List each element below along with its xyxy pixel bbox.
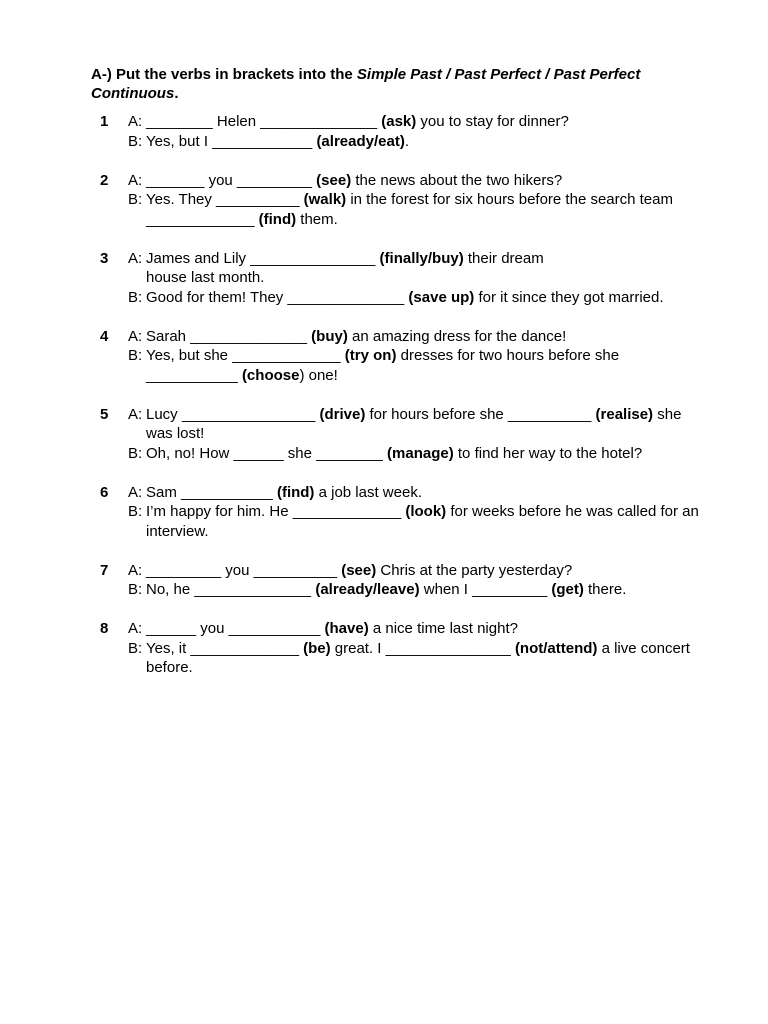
heading-tenses: Simple Past / Past Perfect / Past Perfect Continuous — [91, 66, 641, 102]
exercise-item — [0, 619, 768, 678]
verb-prompt: (see) — [341, 561, 377, 579]
item-number: 4 — [100, 327, 109, 345]
speaker-label: A: — [128, 113, 143, 130]
sentence-text: for hours before she __________ — [365, 405, 596, 423]
sentence-text: ________ Helen ______________ — [146, 113, 382, 130]
speaker-label: B: — [128, 347, 143, 364]
sentence-text: No, he ______________ — [146, 581, 316, 598]
sentence-text: James and Lily _______________ — [146, 249, 380, 267]
speaker-label: B: — [128, 191, 143, 208]
item-number: 1 — [100, 113, 109, 130]
sentence-text: Yes, but she _____________ — [146, 347, 345, 364]
exercise-item — [0, 327, 768, 386]
speaker-label: B: — [128, 581, 143, 598]
item-number: 8 — [100, 620, 109, 637]
speaker-label: B: — [128, 503, 143, 520]
sentence-text: to find her way to the hotel? — [453, 444, 643, 462]
dialogue-line — [0, 502, 706, 541]
verb-prompt: (manage) — [387, 444, 454, 462]
item-number: 7 — [100, 561, 109, 579]
verb-prompt: (find) — [258, 210, 297, 228]
sentence-text: you to stay for dinner? — [416, 113, 569, 130]
sentence-text: their dream house last month. — [146, 249, 544, 286]
sentence-text: a job last week. — [314, 483, 422, 501]
sentence-text: Sarah ______________ — [146, 327, 312, 345]
sentence-text: in the forest for six hours before the search team _____________ — [146, 191, 673, 228]
sentence-text: for it since they got married. — [474, 288, 664, 306]
sentence-text: Lucy ________________ — [146, 405, 320, 423]
dialogue-line — [0, 171, 706, 191]
dialogue-line — [0, 639, 706, 678]
verb-prompt: (already/eat) — [316, 132, 405, 150]
sentence-text: she was lost! — [146, 405, 682, 442]
verb-prompt: (have) — [324, 620, 369, 637]
verb-prompt: (already/leave) — [315, 581, 420, 598]
sentence-text: . — [404, 132, 409, 150]
dialogue-line — [0, 405, 706, 444]
sentence-text: _______ you _________ — [146, 171, 317, 189]
verb-prompt: (realise) — [595, 405, 654, 423]
dialogue-line — [0, 619, 706, 639]
speaker-label: A: — [128, 620, 143, 637]
sentence-text: there. — [583, 581, 627, 598]
dialogue-line — [0, 561, 706, 581]
verb-prompt: (get) — [551, 581, 584, 598]
item-number: 3 — [100, 249, 109, 267]
sentence-text: them. — [296, 210, 338, 228]
sentence-text: great. I _______________ — [330, 639, 515, 657]
dialogue-line — [0, 112, 706, 132]
exercise-item — [0, 249, 768, 308]
exercise-item — [0, 112, 768, 151]
verb-prompt: (save up) — [408, 288, 475, 306]
heading-prefix: A-) Put the verbs in brackets into the — [91, 66, 357, 83]
exercise-item — [0, 483, 768, 542]
verb-prompt: (be) — [303, 639, 331, 657]
sentence-text: Yes, but I ____________ — [146, 132, 317, 150]
speaker-label: A: — [128, 171, 143, 189]
speaker-label: B: — [128, 288, 143, 306]
verb-prompt: (ask) — [381, 113, 417, 130]
sentence-text: ) one! — [299, 366, 338, 384]
speaker-label: B: — [128, 132, 143, 150]
verb-prompt: (see) — [316, 171, 352, 189]
speaker-label: A: — [128, 483, 143, 501]
dialogue-line — [0, 249, 558, 288]
speaker-label: A: — [128, 561, 143, 579]
verb-prompt: (buy) — [311, 327, 348, 345]
dialogue-line — [0, 580, 706, 600]
dialogue-line — [0, 346, 706, 385]
verb-prompt: (find) — [276, 483, 315, 501]
item-number: 5 — [100, 405, 109, 423]
verb-prompt: (finally/buy) — [379, 249, 464, 267]
speaker-label: A: — [128, 327, 143, 345]
verb-prompt: (look) — [405, 503, 447, 520]
sentence-text: I’m happy for him. He _____________ — [146, 503, 406, 520]
speaker-label: B: — [128, 444, 143, 462]
dialogue-line — [0, 288, 706, 308]
verb-prompt: (walk) — [303, 191, 347, 208]
dialogue-line — [0, 483, 706, 503]
exercise-item — [0, 561, 768, 600]
sentence-text: Chris at the party yesterday? — [376, 561, 573, 579]
speaker-label: A: — [128, 405, 143, 423]
dialogue-line — [0, 132, 706, 152]
item-number: 6 — [100, 483, 109, 501]
dialogue-line — [0, 190, 706, 229]
speaker-label: B: — [128, 639, 143, 657]
sentence-text: _________ you __________ — [146, 561, 342, 579]
verb-prompt: (try on) — [344, 347, 397, 364]
exercise-item — [0, 171, 768, 230]
heading-suffix: . — [174, 85, 179, 102]
sentence-text: a live concert before. — [146, 639, 690, 676]
sentence-text: Yes. They __________ — [146, 191, 304, 208]
sentence-text: Yes, it _____________ — [146, 639, 304, 657]
dialogue-line — [0, 444, 706, 464]
speaker-label: A: — [128, 249, 143, 267]
sentence-text: dresses for two hours before she ___________ — [146, 347, 620, 384]
sentence-text: Good for them! They ______________ — [146, 288, 409, 306]
sentence-text: ______ you ___________ — [146, 620, 325, 637]
item-number: 2 — [100, 171, 109, 189]
sentence-text: Oh, no! How ______ she ________ — [146, 444, 388, 462]
sentence-text: when I _________ — [419, 581, 552, 598]
dialogue-line — [0, 327, 706, 347]
verb-prompt: (choose — [241, 366, 300, 384]
exercise-item — [0, 405, 768, 464]
verb-prompt: (drive) — [319, 405, 366, 423]
sentence-text: an amazing dress for the dance! — [347, 327, 567, 345]
sentence-text: for weeks before he was called for an interview. — [146, 503, 699, 540]
sentence-text: Sam ___________ — [146, 483, 277, 501]
exercise-list — [0, 112, 768, 697]
exercise-heading — [91, 65, 711, 103]
sentence-text: a nice time last night? — [368, 620, 518, 637]
verb-prompt: (not/attend) — [514, 639, 598, 657]
sentence-text: the news about the two hikers? — [351, 171, 563, 189]
